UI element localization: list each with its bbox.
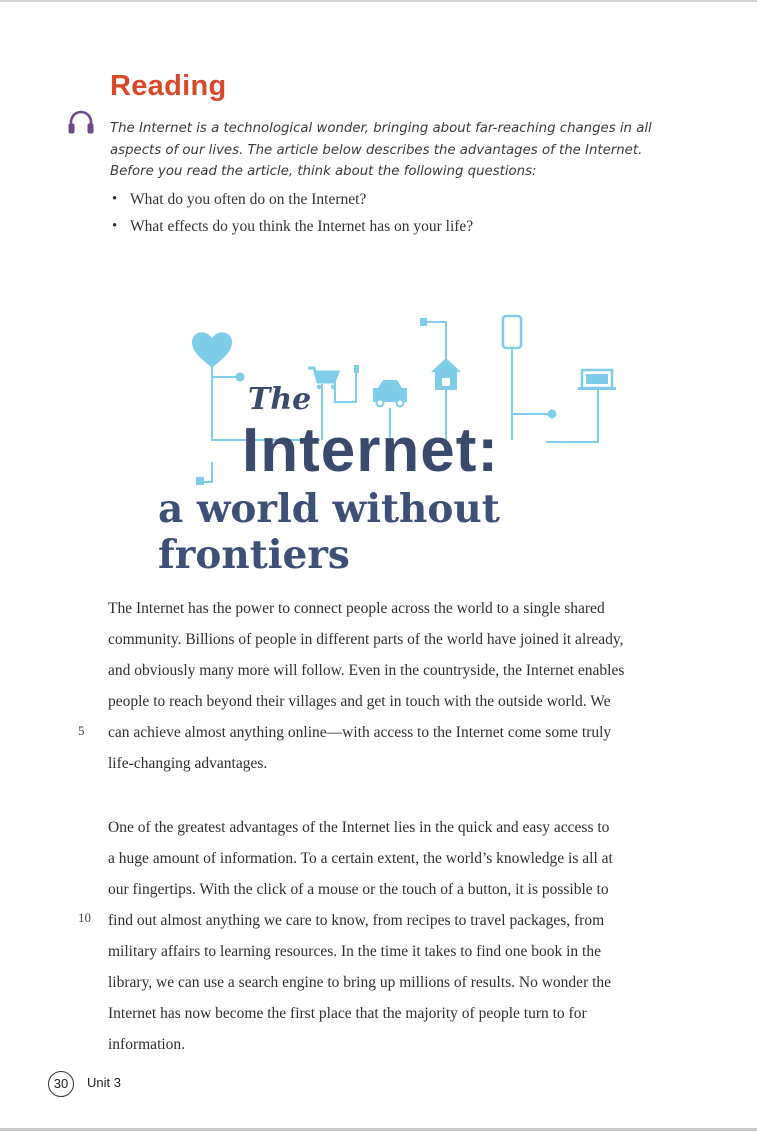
- article-title-the: The: [248, 382, 312, 417]
- intro-text: The Internet is a technological wonder, bringing about far-reaching changes in all aspects of our lives. The article below describes the advantages of the Internet. Before you read the article, think about the following questions:: [110, 121, 652, 179]
- text-line: Internet has now become the first place that the majority of people turn to for: [108, 1005, 587, 1022]
- laptop-icon[interactable]: [578, 370, 616, 390]
- question-item: • What do you often do on the Internet?: [112, 186, 672, 213]
- line-number: 10: [78, 910, 91, 925]
- pre-reading-questions: [112, 186, 672, 240]
- text-line: One of the greatest advantages of the Internet lies in the quick and easy access to: [108, 819, 610, 836]
- text-line: find out almost anything we care to know, from recipes to travel packages, from: [108, 912, 605, 929]
- line-number: 5: [78, 723, 85, 738]
- text-line: life-changing advantages.: [108, 755, 268, 772]
- text-line: our fingertips. With the click of a mouse or the touch of a button, it is possible to: [108, 881, 609, 898]
- question-item: • What effects do you think the Internet has on your life?: [112, 213, 672, 240]
- section-title: Reading: [110, 70, 227, 102]
- house-icon[interactable]: [431, 358, 461, 390]
- text-line: can achieve almost anything online—with access to the Internet come some truly: [108, 724, 612, 741]
- page-number-badge: 30: [48, 1071, 74, 1097]
- article-title: Internet:: [242, 416, 499, 485]
- text-line: and obviously many more will follow. Even in the countryside, the Internet enables: [108, 662, 625, 679]
- text-line: military affairs to learning resources. In the time it takes to find one book in the: [108, 943, 601, 960]
- top-edge-rule: [0, 0, 757, 2]
- bullet-icon: •: [112, 218, 118, 234]
- article-title-graphic: [150, 312, 640, 578]
- text-line: information.: [108, 1036, 186, 1053]
- text-line: The Internet has the power to connect people across the world to a single shared: [108, 600, 605, 617]
- text-line: people to reach beyond their villages and get in touch with the outside world. We: [108, 693, 611, 710]
- heart-icon[interactable]: [192, 332, 232, 368]
- article-subtitle: a world without frontiers: [158, 486, 500, 578]
- bottom-edge-rule: [0, 1128, 757, 1131]
- bullet-icon: •: [112, 191, 118, 207]
- car-icon[interactable]: [373, 380, 407, 407]
- text-line: a huge amount of information. To a certain extent, the world’s knowledge is all at: [108, 850, 613, 867]
- smartphone-icon[interactable]: [503, 316, 521, 348]
- text-line: library, we can use a search engine to bring up millions of results. No wonder the: [108, 974, 612, 991]
- article-paragraph-1: [108, 593, 693, 779]
- article-paragraph-2: [108, 812, 693, 1060]
- headphones-icon[interactable]: [66, 108, 96, 138]
- unit-label: Unit 3: [87, 1075, 121, 1090]
- text-line: community. Billions of people in different parts of the world have joined it already,: [108, 631, 624, 648]
